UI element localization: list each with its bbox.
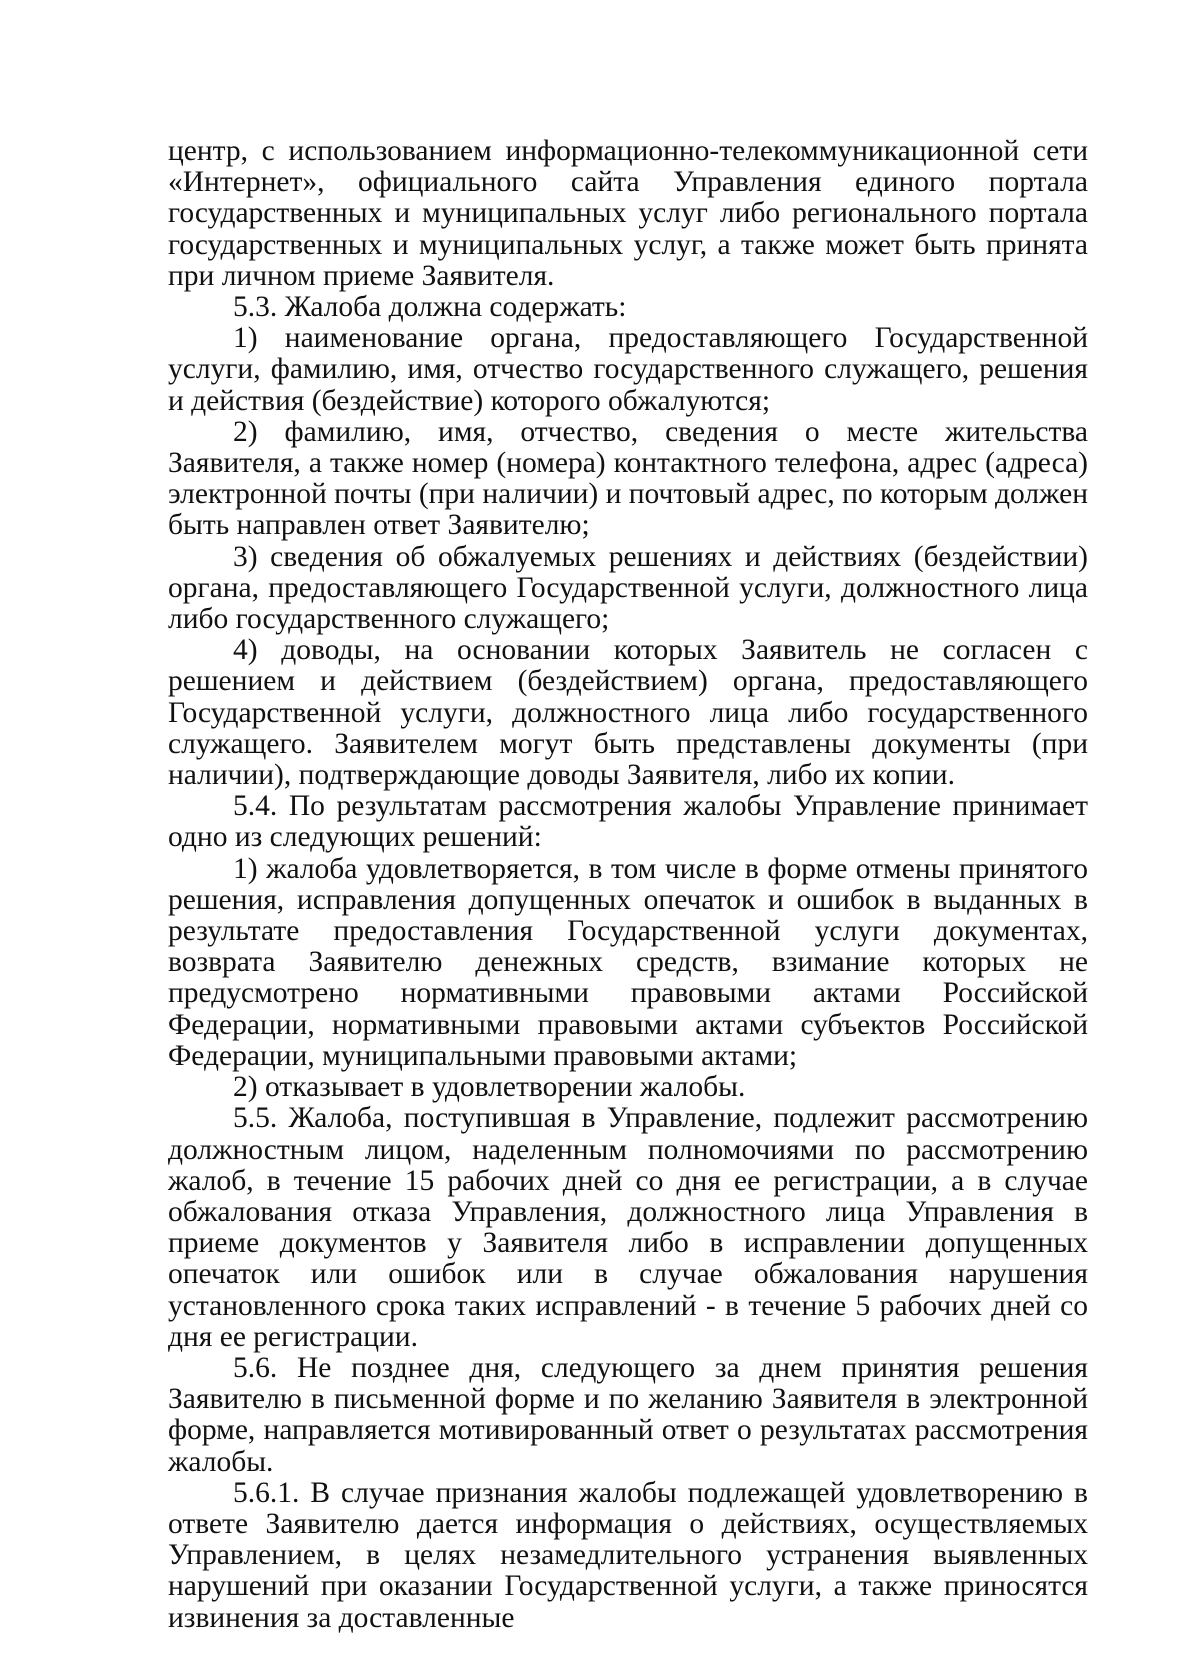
paragraph-5-3-item-4: 4) доводы, на основании которых Заявитель не согласен с решением и действием (бездействием) органа, предоставляющего Государственной услуги, должностного лица либо государственного служащего. Заявителем могут быть представлены документы (при наличии), подтверждающие доводы Заявителя, либо их копии. <box>168 634 1088 792</box>
paragraph-5-4-heading: 5.4. По результатам рассмотрения жалобы Управление принимает одно из следующих решений: <box>168 790 1088 854</box>
paragraph-5-3-item-3: 3) сведения об обжалуемых решениях и действиях (бездействии) органа, предоставляющего Государственной услуги, должностного лица либо государственного служащего; <box>168 540 1088 636</box>
paragraph-5-4-item-2: 2) отказывает в удовлетворении жалобы. <box>233 1071 746 1104</box>
paragraph-5-4-item-1: 1) жалоба удовлетворяется, в том числе в форме отмены принятого решения, исправления допущенных опечаток и ошибок в выданных в результате предоставления Государственной услуги документах, возврата Заявителю денежных средств, взимание которых не предусмотрено нормативными правовыми актами Российской Федерации, нормативными правовыми актами субъектов Российской Федерации, муниципальными правовыми актами; <box>168 852 1088 1072</box>
paragraph-5-3-item-2: 2) фамилию, имя, отчество, сведения о месте жительства Заявителя, а также номер (номера) контактного телефона, адрес (адреса) электронной почты (при наличии) и почтовый адрес, по которым должен быть направлен ответ Заявителю; <box>168 415 1089 542</box>
paragraph-5-6-1: 5.6.1. В случае признания жалобы подлежащей удовлетворению в ответе Заявителю дается информация о действиях, осуществляемых Управлением, в целях незамедлительного устранения выявленных нарушений при оказании Государственной услуги, а также приносятся извинения за доставленные <box>168 1476 1088 1634</box>
paragraph-5-5: 5.5. Жалоба, поступившая в Управление, подлежит рассмотрению должностным лицом, наделенным полномочиями по рассмотрению жалоб, в течение 15 рабочих дней со дня ее регистрации, а в случае обжалования отказа Управления, должностного лица Управления в приеме документов у Заявителя либо в исправлении допущенных опечаток или ошибок или в случае обжалования нарушения установленного срока таких исправлений - в течение 5 рабочих дней со дня ее регистрации. <box>168 1102 1088 1353</box>
document-page <box>168 136 1088 1634</box>
paragraph-continuation: центр, с использованием информационно-телекоммуникационной сети «Интернет», официального сайта Управления единого портала государственных и муниципальных услуг либо регионального портала государственных и муниципальных услуг, а также может быть принята при личном приеме Заявителя. <box>168 135 1088 292</box>
paragraph-5-3-heading: 5.3. Жалоба должна содержать: <box>233 291 627 324</box>
paragraph-5-3-item-1: 1) наименование органа, предоставляющего Государственной услуги, фамилию, имя, отчество государственного служащего, решения и действия (бездействие) которого обжалуются; <box>168 322 1088 417</box>
paragraph-5-6: 5.6. Не позднее дня, следующего за днем принятия решения Заявителю в письменной форме и по желанию Заявителя в электронной форме, направляется мотивированный ответ о результатах рассмотрения жалобы. <box>168 1351 1088 1478</box>
